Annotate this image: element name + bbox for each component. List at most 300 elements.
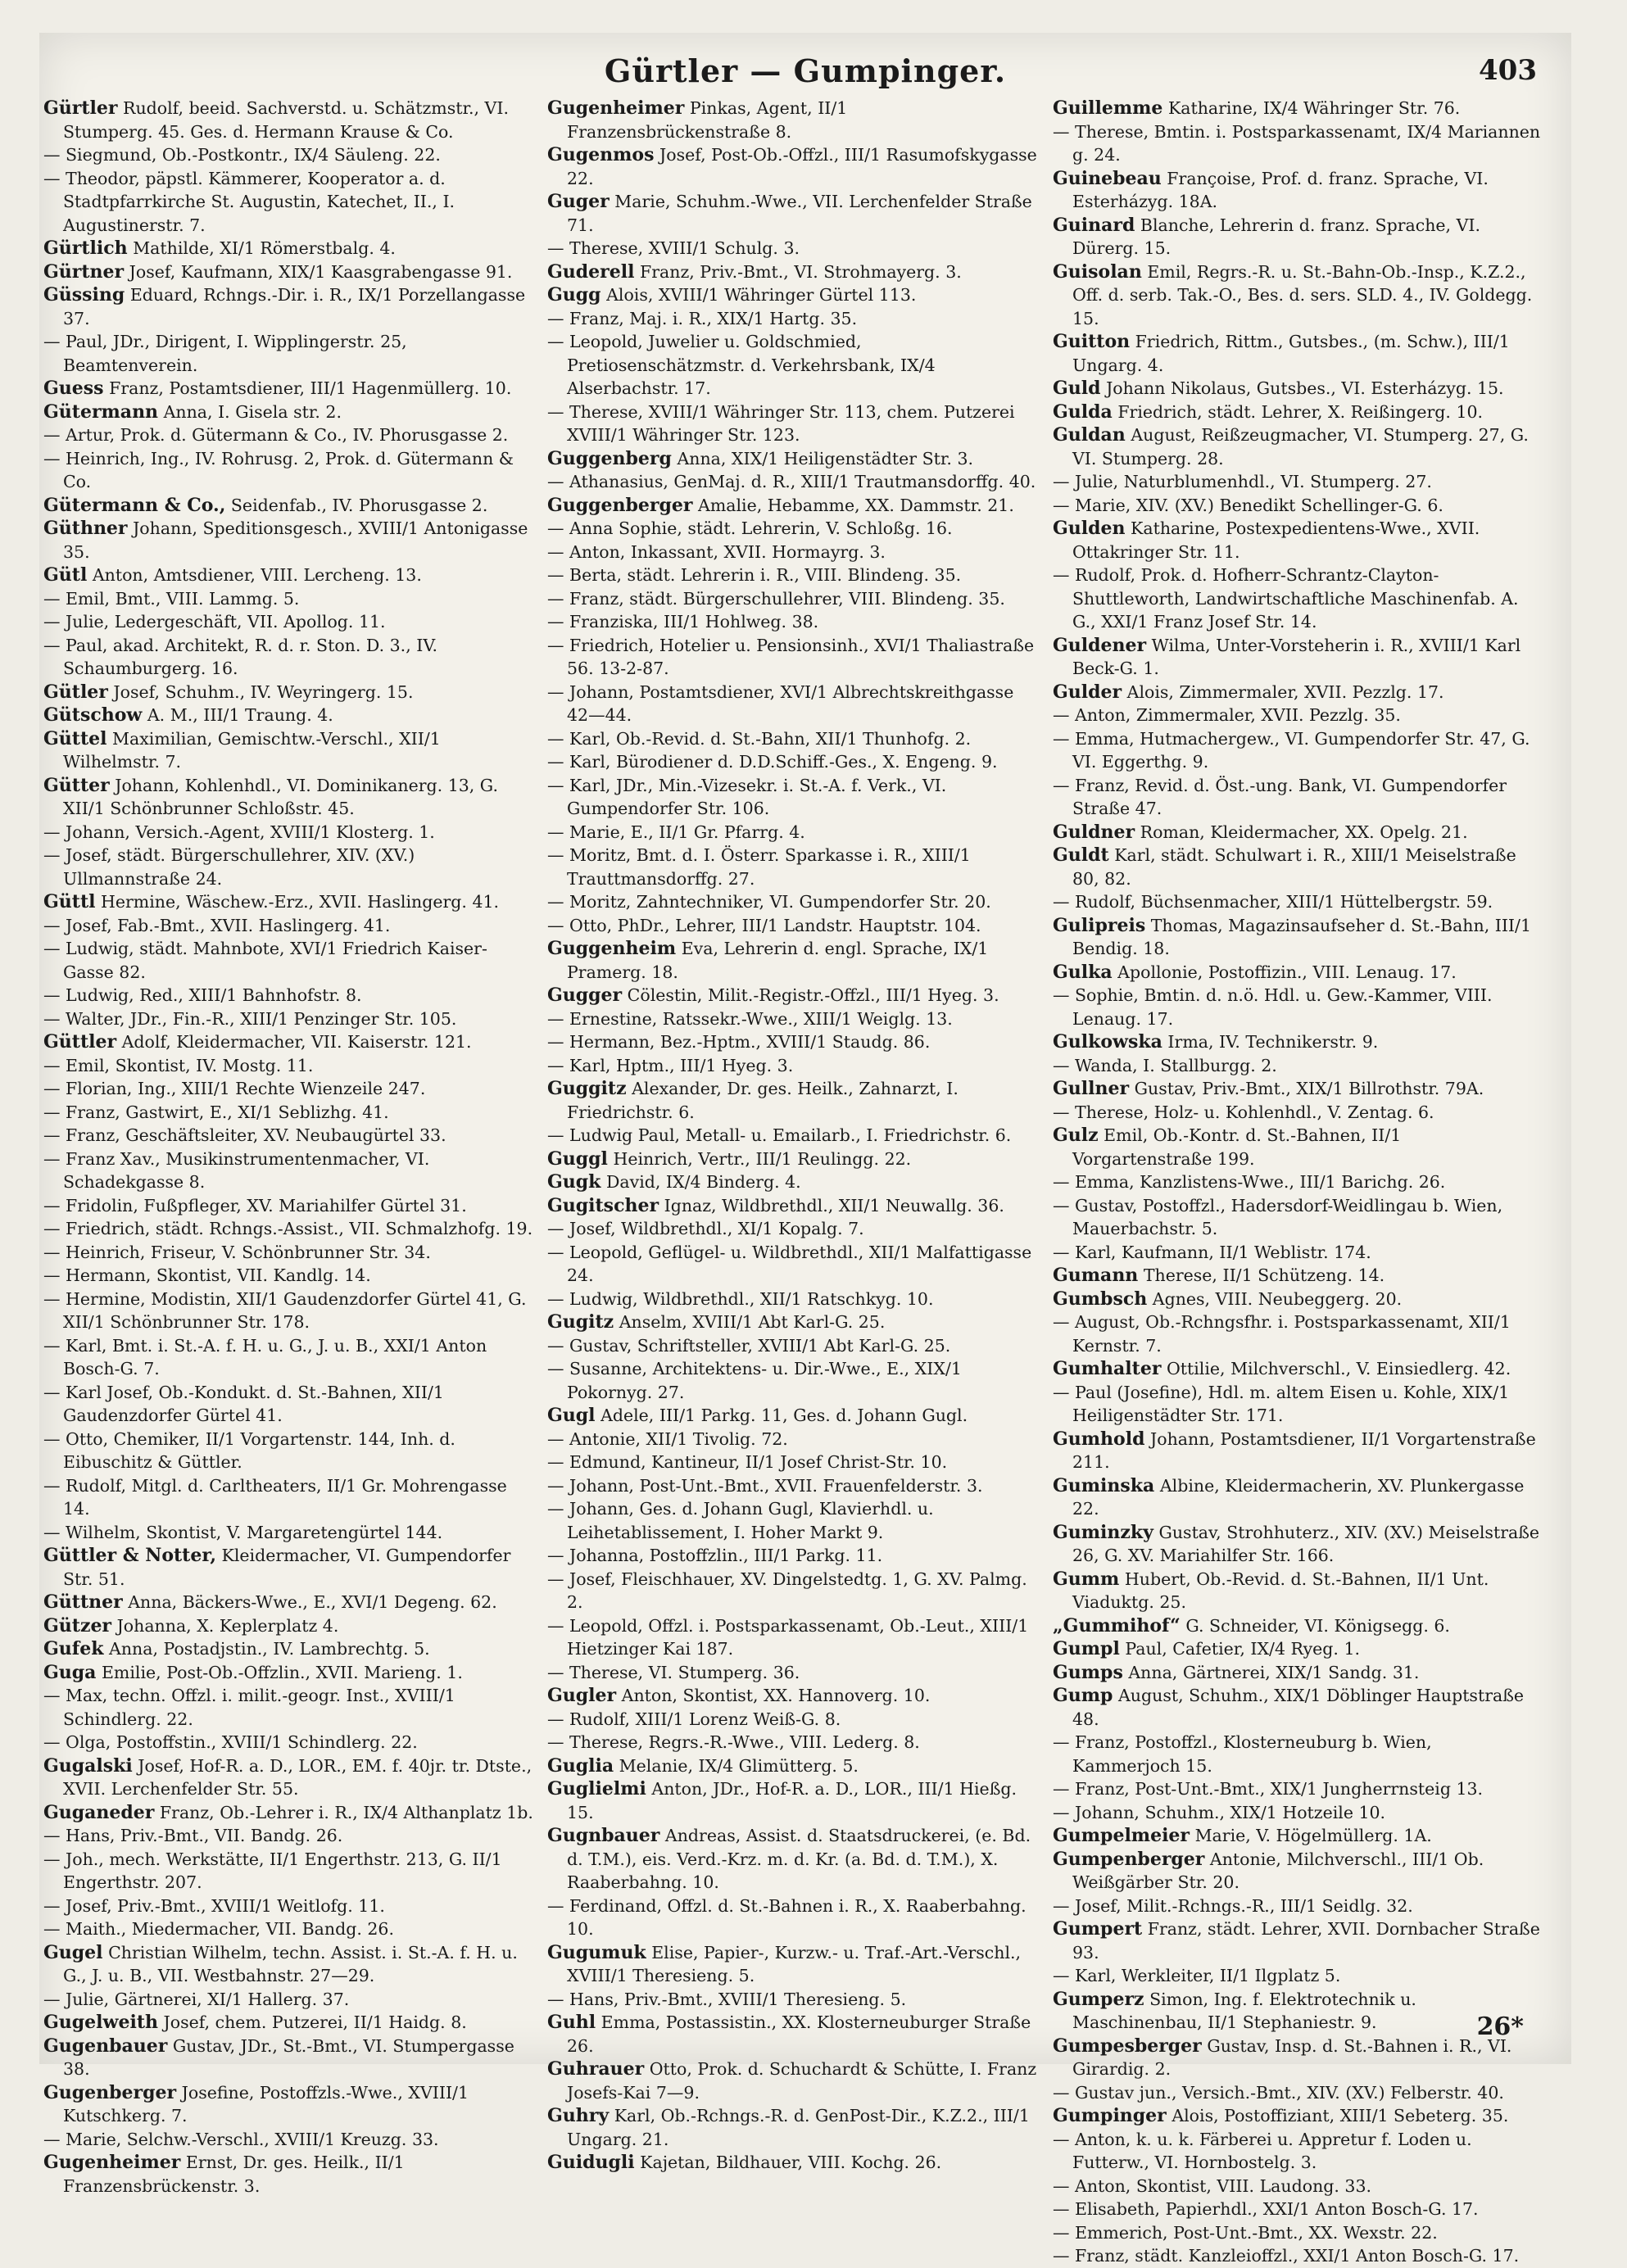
entry-text: — Marie, E., II/1 Gr. Pfarrg. 4.: [547, 822, 805, 842]
directory-entry: [43, 2011, 535, 2035]
directory-entry: [43, 1474, 535, 1521]
entry-text: — Moritz, Zahntechniker, VI. Gumpendorfer Str. 20.: [547, 892, 991, 912]
directory-entry: [547, 1544, 1039, 1568]
entry-text: Karl, städt. Schulwart i. R., XIII/1 Meiselstraße 80, 82.: [1072, 845, 1516, 889]
directory-entry: [43, 1124, 535, 1148]
directory-entry: [547, 587, 1039, 611]
directory-entry: [547, 1474, 1039, 1498]
entry-text: — Ludwig, städt. Mahnbote, XVI/1 Friedrich Kaiser-Gasse 82.: [43, 939, 487, 982]
directory-entry: [43, 1801, 535, 1825]
entry-text: — Franz, städt. Kanzleioffzl., XXI/1 Anton Bosch-G. 17.: [1053, 2246, 1520, 2266]
entry-text: Albine, Kleidermacherin, XV. Plunkergasse 22.: [1072, 1475, 1525, 1519]
directory-entry: [43, 1637, 535, 1661]
directory-entry: [547, 2011, 1039, 2057]
entry-text: Alois, XVIII/1 Währinger Gürtel 113.: [606, 285, 917, 305]
entry-text: — Gustav, Postoffzl., Hadersdorf-Weidlingau b. Wien, Mauerbachstr. 5.: [1053, 1195, 1503, 1238]
directory-entry: [1053, 517, 1544, 564]
entry-text: Gustav, JDr., St.-Bmt., VI. Stumpergasse 38.: [63, 2035, 514, 2079]
entry-text: Apollonie, Postoffizin., VIII. Lenaug. 17.: [1117, 962, 1457, 982]
entry-surname: Guminska: [1053, 1474, 1155, 1496]
entry-text: Christian Wilhelm, techn. Assist. i. St.-A. f. H. u. G., J. u. B., VII. Westbahnstr. 27—29.: [63, 1942, 518, 1985]
directory-entry: [43, 1824, 535, 1848]
directory-entry: [1053, 377, 1544, 401]
entry-surname: Gütter: [43, 774, 110, 796]
entry-text: — Rudolf, Mitgl. d. Carltheaters, II/1 Gr. Mohrengasse 14.: [43, 1475, 507, 1519]
directory-entry: [547, 1124, 1039, 1148]
entry-text: G. Schneider, VI. Königsegg. 6.: [1185, 1615, 1450, 1636]
entry-surname: Guggenberg: [547, 447, 672, 469]
directory-entry: [43, 97, 535, 143]
entry-surname: Guggl: [547, 1148, 608, 1170]
entry-surname: Gürtlich: [43, 238, 128, 259]
directory-entry: [1053, 2104, 1544, 2128]
directory-entry: [547, 1941, 1039, 1988]
directory-entry: [547, 1754, 1039, 1778]
directory-entry: [547, 330, 1039, 401]
entry-surname: Guglia: [547, 1754, 614, 1777]
entry-text: Seidenfab., IV. Phorusgasse 2.: [230, 495, 488, 515]
entry-text: — Franz Xav., Musikinstrumentenmacher, VI. Schadekgasse 8.: [43, 1148, 430, 1192]
entry-text: Anna, Bäckers-Wwe., E., XVI/1 Degeng. 62.: [128, 1592, 497, 1612]
directory-entry: [547, 1007, 1039, 1031]
directory-entry: [1053, 330, 1544, 377]
entry-text: — Athanasius, GenMaj. d. R., XIII/1 Trautmansdorffg. 40.: [547, 472, 1036, 491]
entry-text: Emma, Postassistin., XX. Klosterneuburger Straße 26.: [567, 2012, 1031, 2056]
entry-text: Josef, Post-Ob.-Offzl., III/1 Rasumofskygasse 22.: [567, 145, 1037, 188]
entry-text: — Franz, Postoffzl., Klosterneuburg b. Wien, Kammerjoch 15.: [1053, 1732, 1432, 1776]
entry-surname: Guess: [43, 378, 104, 399]
entry-surname: Guderell: [547, 260, 635, 283]
entry-text: — Hermann, Skontist, VII. Kandlg. 14.: [43, 1265, 371, 1285]
directory-entry: [43, 2081, 535, 2128]
entry-text: Johann, Speditionsgesch., XVIII/1 Antonigasse 35.: [63, 518, 528, 562]
directory-entry: [547, 307, 1039, 331]
entry-text: August, Schuhm., XIX/1 Döblinger Hauptstraße 48.: [1072, 1686, 1525, 1729]
directory-entry: [43, 423, 535, 447]
directory-entry: [547, 1288, 1039, 1311]
entry-text: — Ludwig, Wildbrethdl., XII/1 Ratschkyg. 10.: [547, 1288, 934, 1309]
directory-entry: [547, 1428, 1039, 1451]
entry-text: — Fridolin, Fußpfleger, XV. Mariahilfer Gürtel 31.: [43, 1195, 467, 1215]
directory-entry: [1053, 1521, 1544, 1568]
entry-surname: Gugg: [547, 284, 601, 306]
directory-entry: [1053, 1311, 1544, 1357]
directory-entry: [1053, 727, 1544, 774]
directory-entry: [43, 1194, 535, 1218]
directory-entry: [1053, 97, 1544, 120]
entry-text: — Hans, Priv.-Bmt., VII. Bandg. 26.: [43, 1826, 343, 1845]
entry-surname: Gumps: [1053, 1661, 1123, 1683]
entry-text: — Julie, Ledergeschäft, VII. Apollog. 11.: [43, 612, 386, 632]
entry-text: — Julie, Gärtnerei, XI/1 Hallerg. 37.: [43, 1989, 350, 2009]
entry-surname: Gugl: [547, 1405, 596, 1426]
directory-entry: [1053, 260, 1544, 331]
directory-entry: [43, 167, 535, 238]
directory-entry: [1053, 1264, 1544, 1288]
entry-text: — Wanda, I. Stallburgg. 2.: [1053, 1055, 1277, 1075]
entry-text: Andreas, Assist. d. Staatsdruckerei, (e. Bd. d. T.M.), eis. Verd.-Krz. m. d. Kr. (a. Bd. d. T.M.), X. Raaberbahng. 10.: [567, 1826, 1031, 1892]
directory-entry: [547, 2151, 1039, 2175]
directory-entry: [43, 517, 535, 564]
directory-entry: [1053, 1194, 1544, 1241]
directory-entry: [43, 1288, 535, 1334]
directory-entry: [547, 447, 1039, 471]
directory-entry: [547, 470, 1039, 494]
directory-entry: [43, 1101, 535, 1125]
entry-text: — Anton, Skontist, VIII. Laudong. 33.: [1053, 2175, 1372, 2196]
entry-surname: Gumpinger: [1053, 2105, 1167, 2126]
directory-entry: [1053, 1568, 1544, 1614]
directory-entry: [1053, 2081, 1544, 2105]
entry-surname: Gürtler: [43, 97, 118, 119]
entry-text: Maximilian, Gemischtw.-Verschl., XII/1 Wilhelmstr. 7.: [63, 728, 441, 772]
entry-text: Katharine, IX/4 Währinger Str. 76.: [1167, 98, 1461, 118]
entry-surname: Gumpelmeier: [1053, 1825, 1190, 1846]
entry-text: Anton, JDr., Hof-R. a. D., LOR., III/1 Hießg. 15.: [567, 1779, 1017, 1822]
directory-entry: [547, 1311, 1039, 1334]
entry-text: — Therese, XVIII/1 Währinger Str. 113, chem. Putzerei XVIII/1 Währinger Str. 123.: [547, 401, 1015, 445]
entry-surname: Guglielmi: [547, 1778, 646, 1799]
directory-entry: [547, 1731, 1039, 1754]
entry-text: Adolf, Kleidermacher, VII. Kaiserstr. 121.: [121, 1032, 472, 1052]
entry-text: — Joh., mech. Werkstätte, II/1 Engerthstr. 213, G. II/1 Engerthstr. 207.: [43, 1849, 502, 1892]
entry-text: — August, Ob.-Rchngsfhr. i. Postsparkassenamt, XII/1 Kernstr. 7.: [1053, 1312, 1511, 1356]
entry-text: Franz, Ob.-Lehrer i. R., IX/4 Althanplatz 1b.: [159, 1802, 533, 1822]
directory-entry: [43, 1754, 535, 1801]
entry-text: Françoise, Prof. d. franz. Sprache, VI. Esterházyg. 18A.: [1072, 168, 1489, 211]
entry-text: Franz, Priv.-Bmt., VI. Strohmayerg. 3.: [640, 261, 962, 282]
entry-text: — Friedrich, städt. Rchngs.-Assist., VII. Schmalzhofg. 19.: [43, 1219, 533, 1238]
entry-surname: Guinebeau: [1053, 167, 1162, 189]
directory-entry: [1053, 1637, 1544, 1661]
directory-entry: [1053, 120, 1544, 167]
directory-entry: [547, 1988, 1039, 2012]
directory-entry: [547, 1404, 1039, 1428]
entry-text: Otto, Prok. d. Schuchardt & Schütte, I. Franz Josefs-Kai 7—9.: [567, 2059, 1037, 2103]
entry-text: Hubert, Ob.-Revid. d. St.-Bahnen, II/1 Unt. Viaduktg. 25.: [1072, 1569, 1489, 1612]
entry-text: Gustav, Priv.-Bmt., XIX/1 Billrothstr. 79A.: [1134, 1079, 1484, 1098]
directory-entry: [43, 401, 535, 424]
directory-entry: [43, 1334, 535, 1381]
directory-entry: [43, 774, 535, 821]
entry-surname: Gulkowska: [1053, 1031, 1162, 1053]
directory-entry: [1053, 1428, 1544, 1474]
directory-entry: [43, 1030, 535, 1054]
directory-entry: [547, 1241, 1039, 1288]
directory-entry: [547, 1777, 1039, 1824]
directory-entry: [1053, 2128, 1544, 2175]
entry-surname: Gugalski: [43, 1754, 133, 1777]
entry-surname: Guld: [1053, 378, 1101, 399]
entry-text: Melanie, IX/4 Glimütterg. 5.: [619, 1755, 859, 1776]
directory-entry: [1053, 634, 1544, 681]
directory-entry: [1053, 984, 1544, 1030]
directory-entry: [547, 260, 1039, 284]
entry-text: Josef, Kaufmann, XIX/1 Kaasgrabengasse 91.: [129, 261, 513, 282]
entry-surname: Gugitscher: [547, 1194, 659, 1216]
entry-text: Eva, Lehrerin d. engl. Sprache, IX/1 Pramerg. 18.: [567, 939, 989, 982]
directory-entry: [547, 1148, 1039, 1171]
entry-text: Johann Nikolaus, Gutsbes., VI. Esterházyg. 15.: [1106, 378, 1504, 398]
entry-text: — Josef, Fab.-Bmt., XVII. Haslingerg. 41.: [43, 915, 391, 935]
entry-text: — Rudolf, Prok. d. Hofherr-Schrantz-Clayton-Shuttleworth, Landwirtschaftliche Maschinenfab. A. G., XXI/1 Franz Josef Str. 14.: [1053, 565, 1519, 632]
directory-entry: [1053, 470, 1544, 494]
entry-text: Gustav, Insp. d. St.-Bahnen i. R., VI. Girardig. 2.: [1072, 2035, 1512, 2079]
directory-entry: [547, 774, 1039, 821]
entry-surname: Gumhalter: [1053, 1358, 1162, 1379]
entry-text: Pinkas, Agent, II/1 Franzensbrückenstraße 8.: [567, 98, 848, 142]
entry-text: — Johann, Schuhm., XIX/1 Hotzeile 10.: [1053, 1802, 1386, 1822]
directory-entry: [43, 1217, 535, 1241]
directory-entry: [1053, 564, 1544, 634]
directory-entry: [547, 494, 1039, 518]
entry-surname: Gumperz: [1053, 1988, 1144, 2010]
directory-entry: [1053, 1614, 1544, 1638]
directory-entry: [547, 283, 1039, 307]
entry-surname: Gulden: [1053, 518, 1126, 539]
entry-text: — Karl, Ob.-Revid. d. St.-Bahn, XII/1 Thunhofg. 2.: [547, 728, 972, 749]
entry-text: Johanna, X. Keplerplatz 4.: [116, 1615, 339, 1636]
entry-surname: Gumpesberger: [1053, 2035, 1202, 2057]
directory-entry: [547, 1497, 1039, 1544]
entry-text: — Sophie, Bmtin. d. n.ö. Hdl. u. Gew.-Kammer, VIII. Lenaug. 17.: [1053, 985, 1493, 1029]
entry-text: — Emil, Skontist, IV. Mostg. 11.: [43, 1055, 314, 1075]
directory-entry: [547, 143, 1039, 190]
entry-surname: Gütschow: [43, 704, 143, 726]
directory-entry: [1053, 774, 1544, 821]
entry-surname: Gumpert: [1053, 1918, 1143, 1940]
entry-text: — Ludwig, Red., XIII/1 Bahnhofstr. 8.: [43, 985, 362, 1005]
entry-text: Thomas, Magazinsaufseher d. St.-Bahn, III/1 Bendig. 18.: [1072, 915, 1531, 958]
directory-entry: [1053, 1684, 1544, 1731]
directory-entry: [43, 1848, 535, 1895]
entry-surname: Guinard: [1053, 214, 1135, 236]
entry-surname: Gumpl: [1053, 1638, 1120, 1659]
directory-entry: [547, 750, 1039, 774]
entry-text: Friedrich, Rittm., Gutsbes., (m. Schw.), III/1 Ungarg. 4.: [1072, 332, 1510, 375]
directory-entry: [43, 1521, 535, 1545]
entry-surname: Gugel: [43, 1941, 103, 1963]
entry-text: — Franz, Maj. i. R., XIX/1 Hartg. 35.: [547, 308, 858, 328]
directory-entry: [43, 494, 535, 518]
entry-text: — Therese, VI. Stumperg. 36.: [547, 1662, 800, 1682]
directory-entry: [43, 634, 535, 681]
directory-entry: [547, 2104, 1039, 2151]
entry-surname: Gullner: [1053, 1078, 1130, 1099]
directory-entry: [43, 610, 535, 634]
entry-text: — Edmund, Kantineur, II/1 Josef Christ-Str. 10.: [547, 1452, 948, 1472]
entry-text: — Emma, Hutmachergew., VI. Gumpendorfer Str. 47, G. VI. Eggerthg. 9.: [1053, 728, 1530, 772]
entry-text: — Paul, JDr., Dirigent, I. Wipplingerstr. 25, Beamtenverein.: [43, 332, 407, 375]
entry-text: — Florian, Ing., XIII/1 Rechte Wienzeile 247.: [43, 1079, 426, 1098]
entry-text: Franz, städt. Lehrer, XVII. Dornbacher Straße 93.: [1072, 1919, 1540, 1962]
page-header: [39, 46, 1571, 103]
directory-entry: [43, 914, 535, 938]
entry-text: — Hermine, Modistin, XII/1 Gaudenzdorfer Gürtel 41, G. XII/1 Schönbrunner Str. 178.: [43, 1288, 527, 1332]
entry-text: Karl, Ob.-Rchngs.-R. d. GenPost-Dir., K.Z.2., III/1 Ungarg. 21.: [567, 2106, 1030, 2149]
entry-surname: Gugler: [547, 1685, 617, 1706]
directory-entry: [1053, 681, 1544, 704]
entry-text: — Ernestine, Ratssekr.-Wwe., XIII/1 Weiglg. 13.: [547, 1008, 953, 1029]
entry-text: — Friedrich, Hotelier u. Pensionsinh., XVI/1 Thaliastraße 56. 13-2-87.: [547, 635, 1035, 678]
directory-entry: [1053, 167, 1544, 214]
entry-surname: Gumann: [1053, 1265, 1139, 1286]
column-2: [547, 97, 1039, 2173]
entry-text: — Otto, Chemiker, II/1 Vorgartenstr. 144, Inh. d. Eibuschitz & Güttler.: [43, 1428, 455, 1472]
entry-text: — Johanna, Postoffzlin., III/1 Parkg. 11.: [547, 1546, 883, 1565]
entry-text: — Max, techn. Offzl. i. milit.-geogr. Inst., XVIII/1 Schindlerg. 22.: [43, 1686, 455, 1729]
directory-entry: [1053, 1474, 1544, 1521]
entry-surname: Guganeder: [43, 1801, 155, 1823]
directory-entry: [547, 1170, 1039, 1194]
entry-text: — Artur, Prok. d. Gütermann & Co., IV. Phorusgasse 2.: [43, 425, 509, 445]
entry-text: Anselm, XVIII/1 Abt Karl-G. 25.: [619, 1312, 886, 1332]
directory-entry: [547, 844, 1039, 890]
entry-text: — Anna Sophie, städt. Lehrerin, V. Schloßg. 16.: [547, 518, 953, 538]
directory-entry: [1053, 2244, 1544, 2268]
entry-text: — Wilhelm, Skontist, V. Margaretengürtel 144.: [43, 1522, 443, 1542]
entry-text: — Franz, städt. Bürgerschullehrer, VIII. Blindeng. 35.: [547, 588, 1005, 609]
entry-text: — Hans, Priv.-Bmt., XVIII/1 Theresieng. 5.: [547, 1989, 907, 2009]
directory-entry: [43, 237, 535, 260]
directory-entry: [43, 2128, 535, 2152]
directory-entry: [43, 1428, 535, 1474]
entry-surname: Gulz: [1053, 1125, 1099, 1146]
entry-text: Roman, Kleidermacher, XX. Opelg. 21.: [1140, 822, 1468, 842]
entry-text: — Emil, Bmt., VIII. Lammg. 5.: [43, 588, 300, 609]
column-1: [43, 97, 535, 2196]
entry-surname: Guminzky: [1053, 1521, 1153, 1543]
entry-surname: Gulda: [1053, 401, 1113, 423]
directory-entry: [43, 330, 535, 377]
directory-entry: [43, 1148, 535, 1194]
directory-entry: [1053, 961, 1544, 985]
entry-text: — Marie, XIV. (XV.) Benedikt Schellinger-G. 6.: [1053, 495, 1443, 515]
directory-entry: [547, 541, 1039, 564]
directory-entry: [1053, 1917, 1544, 1964]
entry-surname: Güttel: [43, 727, 107, 749]
directory-entry: [43, 283, 535, 330]
entry-text: — Franziska, III/1 Hohlweg. 38.: [547, 612, 819, 632]
directory-entry: [1053, 1661, 1544, 1685]
directory-entry: [1053, 1124, 1544, 1170]
entry-text: Amalie, Hebamme, XX. Dammstr. 21.: [698, 495, 1014, 515]
entry-text: — Julie, Naturblumenhdl., VI. Stumperg. 27.: [1053, 472, 1432, 491]
entry-text: Kleidermacher, VI. Gumpendorfer Str. 51.: [63, 1546, 511, 1589]
entry-text: — Olga, Postoffstin., XVIII/1 Schindlerg. 22.: [43, 1732, 418, 1752]
entry-surname: Gütl: [43, 564, 88, 586]
directory-entry: [1053, 2221, 1544, 2245]
directory-entry: [547, 681, 1039, 727]
entry-text: — Maith., Miedermacher, VII. Bandg. 26.: [43, 1919, 394, 1939]
entry-text: — Leopold, Geflügel- u. Wildbrethdl., XII/1 Malfattigasse 24.: [547, 1242, 1032, 1285]
column-3: [1053, 97, 1544, 2266]
entry-surname: Guldener: [1053, 634, 1147, 656]
entry-surname: Guitton: [1053, 331, 1131, 352]
entry-text: Ottilie, Milchverschl., V. Einsiedlerg. 42.: [1166, 1359, 1511, 1378]
directory-entry: [547, 1895, 1039, 1941]
entry-text: — Franz, Post-Unt.-Bmt., XIX/1 Jungherrnsteig 13.: [1053, 1779, 1484, 1799]
directory-entry: [1053, 1988, 1544, 2035]
entry-text: Irma, IV. Technikerstr. 9.: [1167, 1032, 1379, 1052]
directory-entry: [43, 377, 535, 401]
entry-text: — Gustav, Schriftsteller, XVIII/1 Abt Karl-G. 25.: [547, 1335, 951, 1356]
directory-entry: [547, 727, 1039, 751]
entry-text: David, IX/4 Binderg. 4.: [605, 1172, 801, 1192]
directory-entry: [547, 1661, 1039, 1685]
entry-surname: Guldner: [1053, 821, 1135, 843]
entry-surname: Gumbsch: [1053, 1288, 1148, 1310]
entry-surname: Gugk: [547, 1171, 601, 1193]
directory-entry: [547, 237, 1039, 260]
directory-entry: [1053, 1731, 1544, 1777]
entry-text: Anton, Skontist, XX. Hannoverg. 10.: [621, 1686, 931, 1705]
entry-text: Katharine, Postexpedientens-Wwe., XVII. Ottakringer Str. 11.: [1072, 518, 1480, 562]
directory-entry: [43, 2151, 535, 2198]
directory-entry: [547, 1614, 1039, 1661]
directory-entry: [43, 1917, 535, 1941]
entry-text: Paul, Cafetier, IX/4 Ryeg. 1.: [1125, 1639, 1361, 1659]
directory-entry: [43, 1614, 535, 1638]
directory-entry: [547, 1030, 1039, 1054]
entry-surname: Guisolan: [1053, 260, 1142, 283]
entry-text: Alois, Postoffiziant, XIII/1 Sebeterg. 35.: [1172, 2106, 1509, 2125]
entry-text: — Josef, Priv.-Bmt., XVIII/1 Weitlofg. 11.: [43, 1895, 385, 1916]
directory-entry: [43, 1731, 535, 1754]
entry-text: — Gustav jun., Versich.-Bmt., XIV. (XV.) Felberstr. 40.: [1053, 2082, 1504, 2103]
directory-entry: [43, 1684, 535, 1731]
directory-entry: [43, 587, 535, 611]
entry-text: — Heinrich, Ing., IV. Rohrusg. 2, Prok. d. Gütermann & Co.: [43, 448, 514, 491]
directory-entry: [547, 890, 1039, 914]
entry-text: Emilie, Post-Ob.-Offzlin., XVII. Marieng. 1.: [101, 1662, 463, 1682]
entry-text: Anna, Postadjstin., IV. Lambrechtg. 5.: [109, 1639, 430, 1659]
entry-surname: Guhl: [547, 2012, 596, 2033]
entry-text: — Susanne, Architektens- u. Dir.-Wwe., E., XIX/1 Pokornyg. 27.: [547, 1359, 962, 1402]
directory-entry: [547, 914, 1039, 938]
entry-surname: Guhrauer: [547, 2058, 645, 2080]
entry-surname: Gumhold: [1053, 1428, 1145, 1450]
directory-entry: [547, 1194, 1039, 1218]
entry-text: — Otto, PhDr., Lehrer, III/1 Landstr. Hauptstr. 104.: [547, 915, 981, 935]
directory-entry: [43, 2035, 535, 2081]
directory-entry: [1053, 1241, 1544, 1265]
entry-surname: Guillemme: [1053, 97, 1163, 119]
entry-text: — Therese, Bmtin. i. Postsparkassenamt, IX/4 Mariannen g. 24.: [1053, 121, 1541, 165]
directory-entry: [1053, 821, 1544, 844]
directory-entry: [43, 564, 535, 587]
directory-entry: [1053, 1054, 1544, 1078]
entry-surname: Gugitz: [547, 1311, 614, 1333]
entry-text: — Siegmund, Ob.-Postkontr., IX/4 Säuleng. 22.: [43, 145, 441, 165]
entry-text: — Johann, Versich.-Agent, XVIII/1 Klosterg. 1.: [43, 822, 435, 842]
entry-text: — Berta, städt. Lehrerin i. R., VIII. Blindeng. 35.: [547, 565, 962, 585]
entry-surname: Guggenberger: [547, 494, 693, 516]
entry-text: August, Reißzeugmacher, VI. Stumperg. 27, G. VI. Stumperg. 28.: [1072, 425, 1529, 469]
directory-entry: [547, 1568, 1039, 1614]
entry-text: Friedrich, städt. Lehrer, X. Reißingerg. 10.: [1117, 401, 1484, 422]
directory-entry: [43, 1077, 535, 1101]
entry-surname: Gugenmos: [547, 144, 655, 165]
entry-text: — Antonie, XII/1 Tivolig. 72.: [547, 1428, 788, 1449]
directory-entry: [43, 1544, 535, 1591]
entry-text: — Ferdinand, Offzl. d. St.-Bahnen i. R., X. Raaberbahng. 10.: [547, 1895, 1027, 1939]
entry-text: — Josef, Fleischhauer, XV. Dingelstedtg. 1, G. XV. Palmg. 2.: [547, 1569, 1027, 1612]
directory-entry: [1053, 1288, 1544, 1311]
entry-text: — Therese, XVIII/1 Schulg. 3.: [547, 238, 800, 258]
directory-entry: [547, 2057, 1039, 2104]
entry-text: — Anton, Zimmermaler, XVII. Pezzlg. 35.: [1053, 705, 1401, 725]
